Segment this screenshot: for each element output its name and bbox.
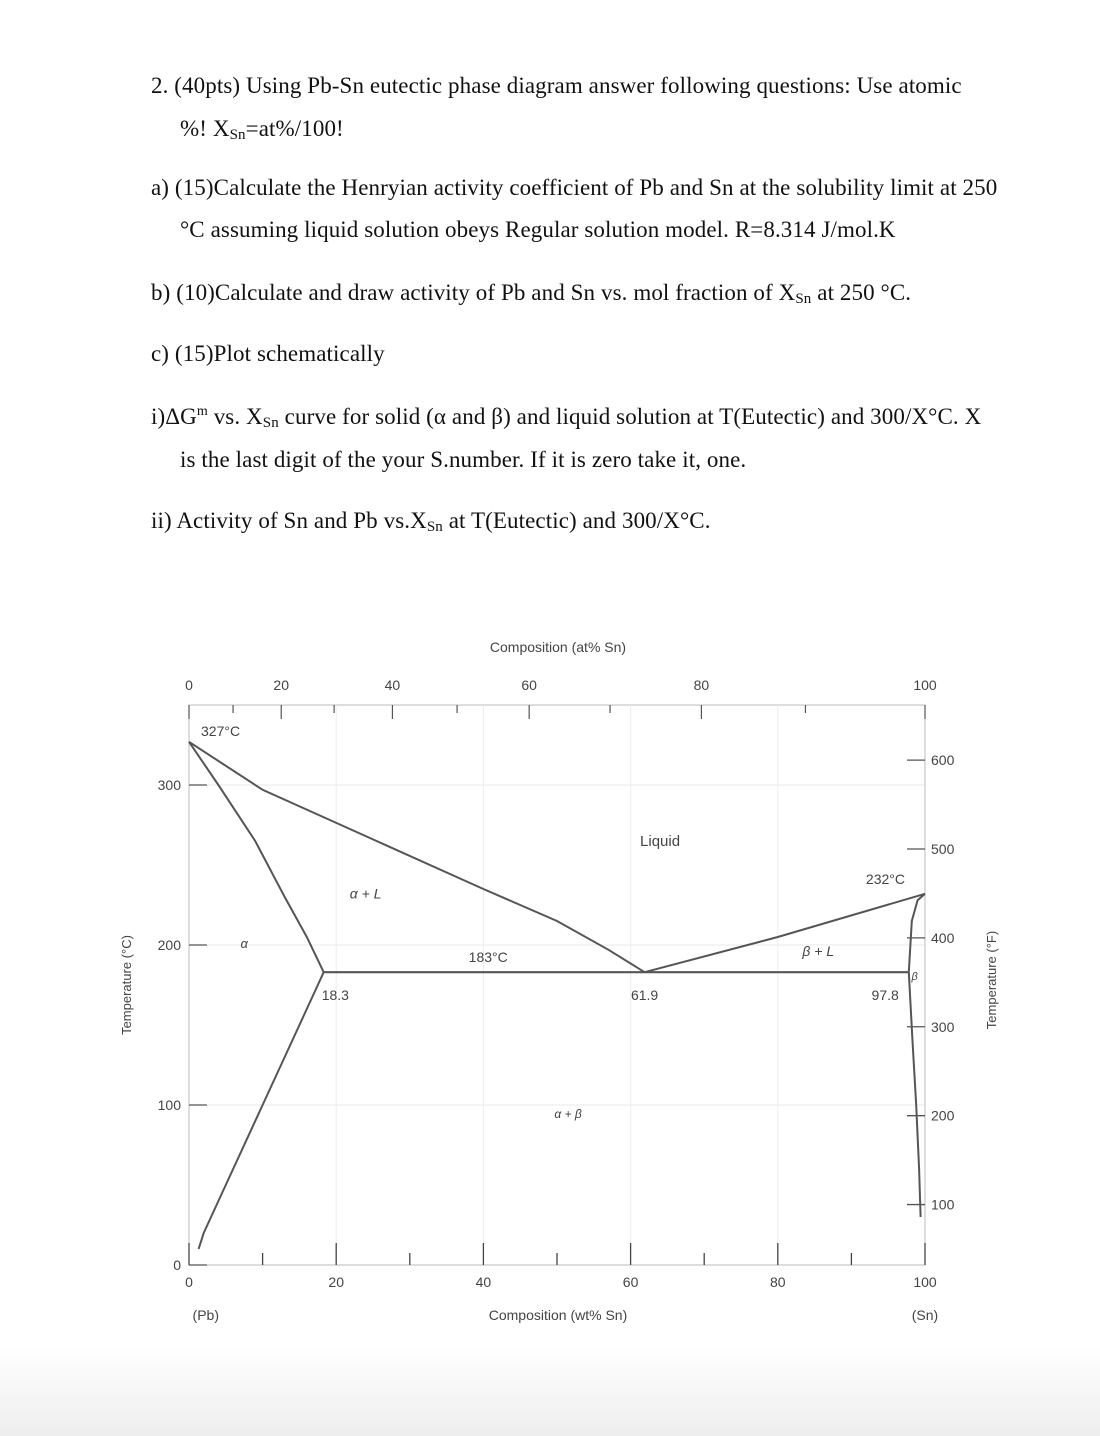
region-beta-liquid-label: β + L — [802, 943, 835, 960]
bottom-tick-label: 0 — [185, 1274, 193, 1290]
part-a-text2: °C assuming liquid solution obeys Regular solution model. R=8.314 J/mol.K — [180, 217, 896, 242]
bottom-tick-label: 100 — [913, 1274, 937, 1290]
plot-frame — [189, 705, 925, 1265]
region-alpha-liquid-label: α + L — [349, 885, 382, 902]
right-tick-label: 300 — [931, 1018, 955, 1035]
top-tick-label: 0 — [185, 677, 193, 693]
right-tick-label: 200 — [931, 1107, 955, 1124]
bottom-tick-label: 40 — [475, 1274, 492, 1290]
beta-liquidus-line — [645, 894, 925, 972]
part-cii-text-a: ii) Activity of Sn and Pb vs.X — [151, 508, 427, 533]
right-tick-label: 400 — [931, 929, 955, 946]
alpha-limit-label: 18.3 — [321, 987, 349, 1004]
beta-limit-label: 97.8 — [871, 987, 899, 1004]
eutectic-comp-label: 61.9 — [630, 987, 659, 1004]
left-tick-label: 200 — [157, 937, 181, 953]
pb-end-label: (Pb) — [192, 1307, 219, 1323]
right-tick-label: 500 — [931, 841, 955, 857]
left-tick-label: 100 — [157, 1097, 181, 1113]
sn-melt-label: 232°C — [865, 870, 905, 887]
pb-melt-label: 327°C — [201, 722, 241, 739]
atomic-note-sub: Sn — [229, 127, 246, 143]
region-alpha-label: α — [240, 936, 248, 952]
part-b-sub: Sn — [795, 291, 812, 307]
part-ci-text-b: vs. X — [207, 404, 263, 429]
region-beta-label: β — [911, 971, 918, 984]
top-tick-label: 80 — [693, 677, 710, 693]
question-header-text: 2. (40pts) Using Pb-Sn eutectic phase diagram answer following questions: Use atomic — [151, 73, 962, 98]
part-cii-sub: Sn — [426, 519, 443, 535]
left-tick-label: 0 — [173, 1257, 181, 1273]
atomic-note-text-end: =at%/100! — [245, 116, 344, 141]
part-b-text: b) (10)Calculate and draw activity of Pb and Sn vs. mol fraction of X — [151, 280, 796, 305]
part-ci-text-a: i)ΔG — [151, 404, 197, 429]
top-tick-label: 20 — [273, 677, 289, 693]
bottom-axis-title: Composition (wt% Sn) — [488, 1307, 628, 1323]
atomic-note-text: %! X — [180, 116, 230, 141]
right-axis-title: Temperature (°F) — [984, 930, 999, 1030]
beta-solvus-line — [909, 972, 921, 1217]
beta-solidus-line — [909, 894, 925, 972]
left-axis-title: Temperature (°C) — [119, 935, 134, 1035]
part-ci-text2: is the last digit of the your S.number. If it is zero take it, one. — [180, 447, 747, 472]
alpha-liquidus-line — [189, 742, 645, 972]
eutectic-temp-label: 183°C — [468, 949, 508, 966]
alpha-solvus-line — [199, 972, 324, 1249]
top-tick-label: 60 — [521, 677, 537, 693]
part-b-text-end: at 250 °C. — [811, 280, 912, 305]
part-ci-text-c: curve for solid (α and β) and liquid solution at T(Eutectic) and 300/X°C. X — [278, 404, 982, 429]
bottom-tick-label: 80 — [770, 1274, 786, 1290]
bottom-tick-label: 20 — [328, 1274, 344, 1290]
part-ci-sup: m — [196, 404, 208, 419]
top-tick-label: 100 — [913, 677, 937, 693]
sn-end-label: (Sn) — [911, 1307, 939, 1323]
part-c-text: c) (15)Plot schematically — [151, 341, 385, 366]
top-tick-label: 40 — [384, 677, 401, 693]
top-axis-title: Composition (at% Sn) — [489, 639, 627, 655]
part-a-text1: a) (15)Calculate the Henryian activity coefficient of Pb and Sn at the solubility limit at 250 — [151, 175, 998, 200]
bottom-tick-label: 60 — [622, 1274, 639, 1290]
right-tick-label: 100 — [931, 1196, 955, 1213]
region-liquid-label: Liquid — [640, 832, 681, 850]
part-cii-text-b: at T(Eutectic) and 300/X°C. — [442, 508, 711, 533]
left-tick-label: 300 — [157, 777, 181, 793]
right-tick-label: 600 — [931, 752, 955, 769]
page-bottom-fade — [0, 1346, 1100, 1436]
alpha-solidus-line — [189, 742, 324, 972]
part-ci-sub: Sn — [262, 415, 279, 431]
region-alpha-beta-label: α + β — [554, 1106, 582, 1121]
